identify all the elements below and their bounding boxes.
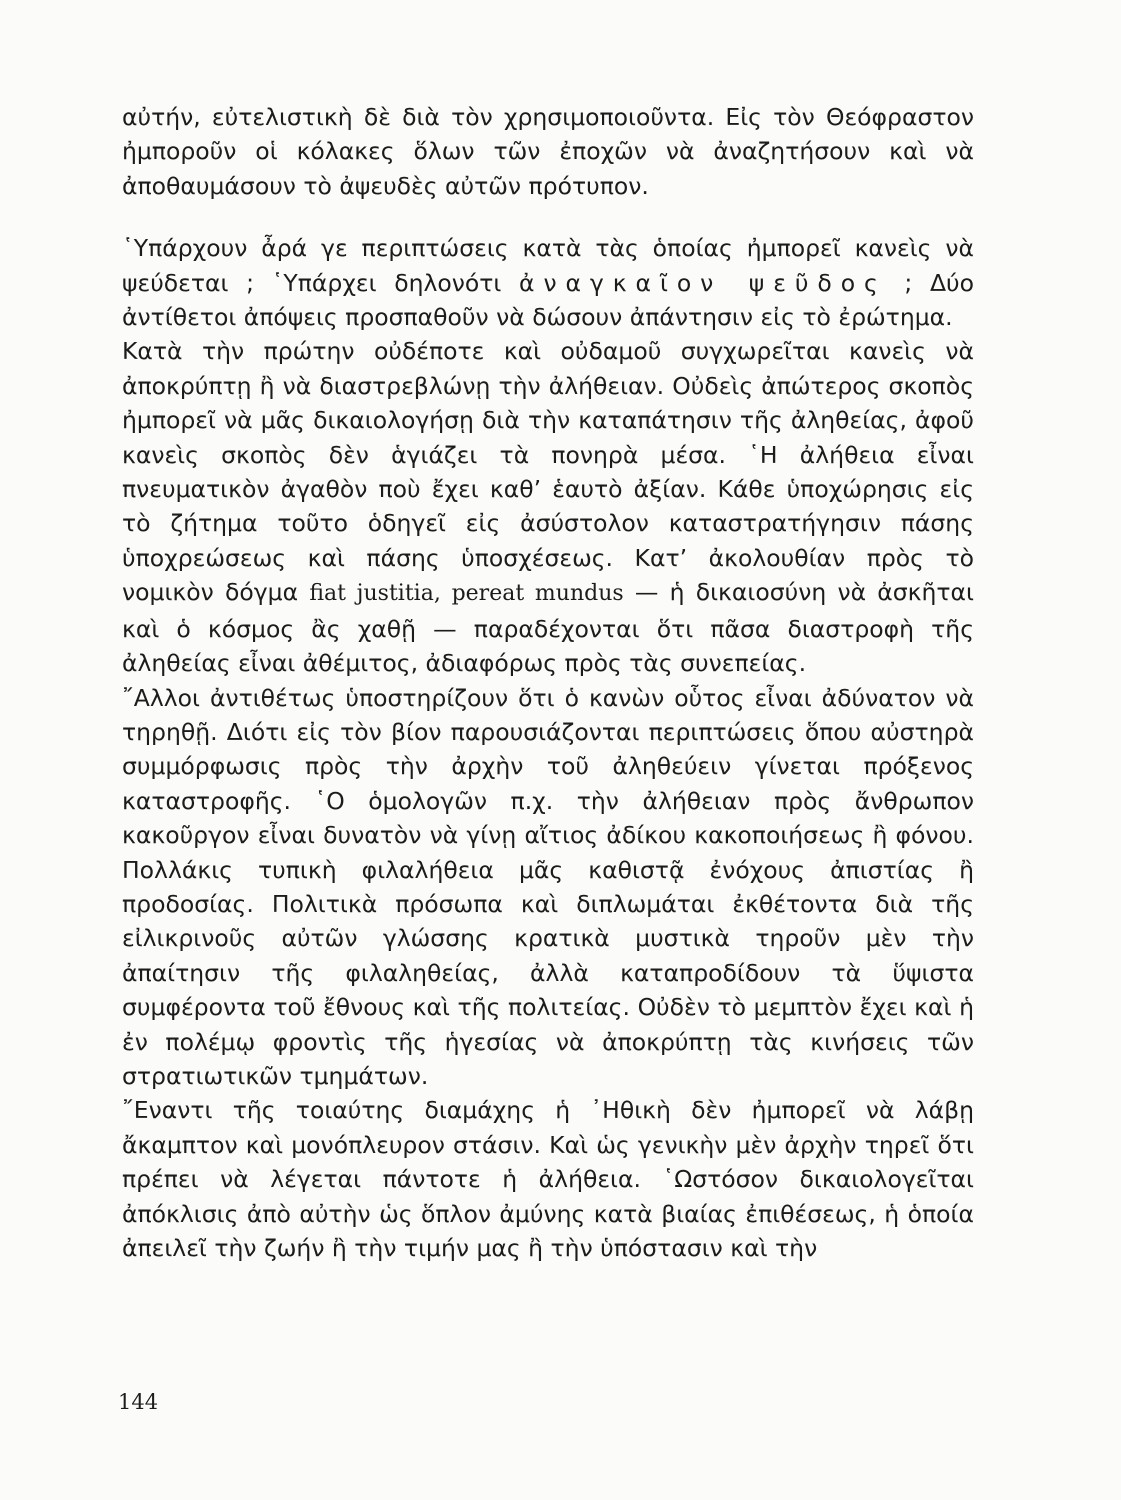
latin-quote: fiat justitia, pereat mundus: [309, 581, 624, 607]
paragraph: [122, 1093, 974, 1265]
page-number: 144: [118, 1390, 159, 1414]
paragraph: [122, 100, 974, 203]
text-span: ῎Εναντι τῆς τοιαύτης διαμάχης ἡ ᾿Ηθικὴ δὲν ἠμπορεῖ νὰ λάβῃ ἄκαμπτον καὶ μονόπλευρον στάσιν. Καὶ ὡς γενικὴν μὲν ἀρχὴν τηρεῖ ὅτι πρέπει νὰ λέγεται πάντοτε ἡ ἀλήθεια. ῾Ωστόσον δικαιολογεῖται ἀπόκλισις ἀπὸ αὐτὴν ὡς ὅπλον ἀμύνης κατὰ βιαίας ἐπιθέσεως, ἡ ὁποία ἀπειλεῖ τὴν ζωήν ἢ τὴν τιμήν μας ἢ τὴν ὑπόστασιν καὶ τὴν: [122, 1096, 974, 1262]
text-span: ; Δύο ἀντίθετοι ἀπόψεις προσπαθοῦν νὰ δώσουν ἀπάντησιν εἰς τὸ ἐρώτημα.: [122, 268, 974, 332]
text-span: Κατὰ τὴν πρώτην οὐδέποτε καὶ οὐδαμοῦ συγχωρεῖται κανεὶς νὰ ἀποκρύπτῃ ἢ νὰ διαστρεβλώνῃ τὴν ἀλήθειαν. Οὐδεὶς ἀπώτερος σκοπὸς ἠμπορεῖ νὰ μᾶς δικαιολογήσῃ διὰ τὴν καταπάτησιν τῆς ἀληθείας, ἀφοῦ κανεὶς σκοπὸς δὲν ἁγιάζει τὰ πονηρὰ μέσα. ῾Η ἀλήθεια εἶναι πνευματικὸν ἀγαθὸν ποὺ ἔχει καθ’ ἑαυτὸ ἀξίαν. Κάθε ὑποχώρησις εἰς τὸ ζήτημα τοῦτο ὁδηγεῖ εἰς ἀσύστολον καταστρατήγησιν πάσης ὑποχρεώσεως καὶ πάσης ὑποσχέσεως. Κατ’ ἀκολουθίαν πρὸς τὸ νομικὸν δόγμα: [122, 337, 974, 607]
text-span: ῎Αλλοι ἀντιθέτως ὑποστηρίζουν ὅτι ὁ κανὼν οὗτος εἶναι ἀδύνατον νὰ τηρηθῇ. Διότι εἰς τὸν βίον παρουσιάζονται περιπτώσεις ὅπου αὐστηρὰ συμμόρφωσις πρὸς τὴν ἀρχὴν τοῦ ἀληθεύειν γίνεται πρόξενος καταστροφῆς. ῾Ο ὁμολογῶν π.χ. τὴν ἀλήθειαν πρὸς ἄνθρωπον κακοῦργον εἶναι δυνατὸν νὰ γίνῃ αἴτιος ἀδίκου κακοποιήσεως ἢ φόνου. Πολλάκις τυπικὴ φιλαλήθεια μᾶς καθιστᾷ ἐνόχους ἀπιστίας ἢ προδοσίας. Πολιτικὰ πρόσωπα καὶ διπλωμάται ἐκθέτοντα διὰ τῆς εἰλικρινοῦς αὐτῶν γλώσσης κρατικὰ μυστικὰ τηροῦν μὲν τὴν ἀπαίτησιν τῆς φιλαληθείας, ἀλλὰ καταπροδίδουν τὰ ὕψιστα συμφέροντα τοῦ ἔθνους καὶ τῆς πολιτείας. Οὐδὲν τὸ μεμπτὸν ἔχει καὶ ἡ ἐν πολέμῳ φροντὶς τῆς ἡγεσίας νὰ ἀποκρύπτῃ τὰς κινήσεις τῶν στρατιωτικῶν τμημάτων.: [122, 683, 974, 1090]
text-span: ῾Υπάρχουν ἆρά γε περιπτώσεις κατὰ τὰς ὁποίας ἠμπορεῖ κανεὶς νὰ ψεύδεται ; ῾Υπάρχει δηλονότι: [122, 234, 974, 297]
paragraph: [122, 231, 974, 334]
paragraph: [122, 334, 974, 680]
text-span: αὐτήν, εὐτελιστικὴ δὲ διὰ τὸν χρησιμοποιοῦντα. Εἰς τὸν Θεόφραστον ἠμποροῦν οἱ κόλακες ὅλων τῶν ἐποχῶν νὰ ἀναζητήσουν καὶ νὰ ἀποθαυμάσουν τὸ ἀψευδὲς αὐτῶν πρότυπον.: [122, 103, 974, 200]
paragraph: [122, 681, 974, 1094]
spaced-emphasis-text: ἀναγκαῖον ψεῦδος: [519, 268, 887, 297]
text-span: — ἡ δικαιοσύνη νὰ ἀσκῆται καὶ ὁ κόσμος ἂς χαθῇ — παραδέχονται ὅτι πᾶσα διαστροφὴ τῆς ἀληθείας εἶναι ἀθέμιτος, ἀδιαφόρως πρὸς τὰς συνεπείας.: [122, 578, 974, 678]
body-text: [122, 100, 974, 1265]
